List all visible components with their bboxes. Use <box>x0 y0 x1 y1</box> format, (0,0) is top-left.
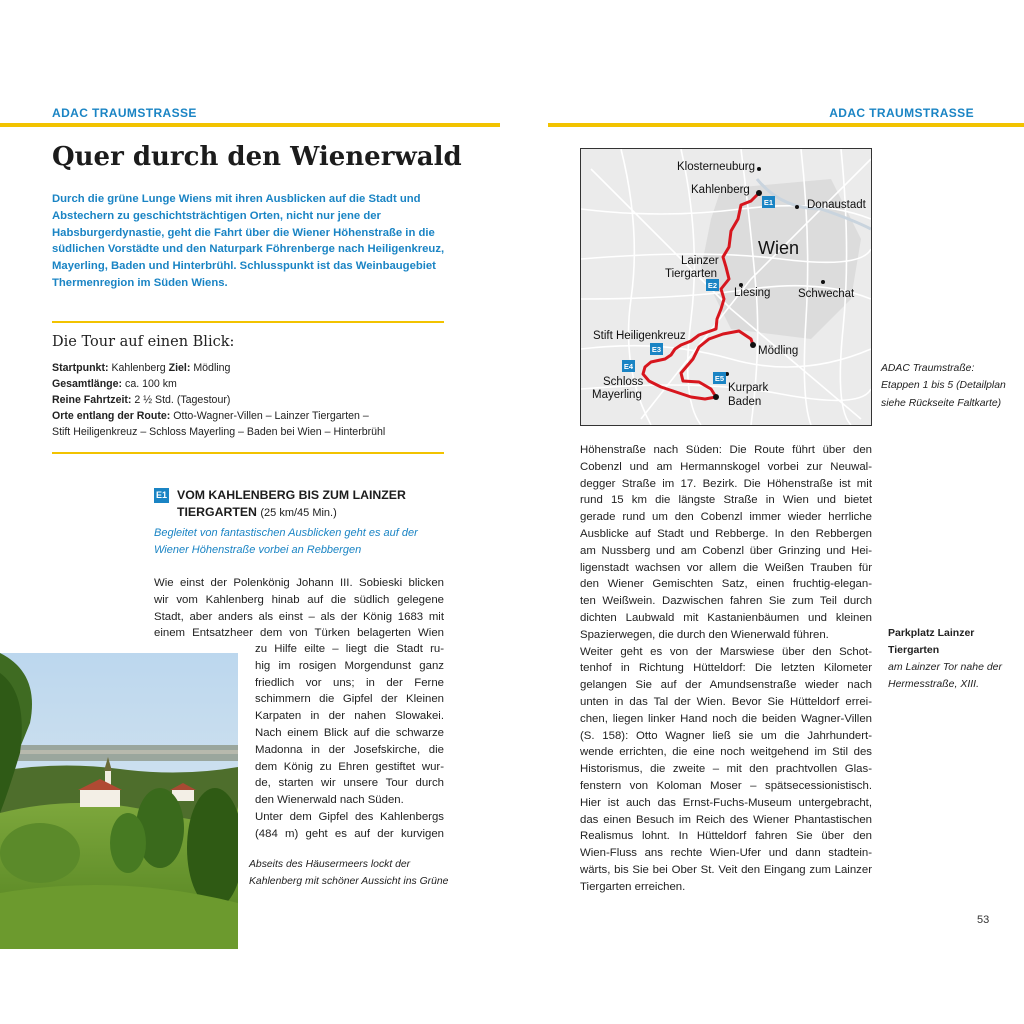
body-line: rund 15 km die längste Straße in Wien und bietet <box>580 494 872 507</box>
body-line: das einen Besuch im Reich des Wiener Phantastischen <box>580 813 872 826</box>
body-line: Wien-Fluss ans rechte Wien-Ufer und dann stadtein- <box>580 847 872 860</box>
glance-goal-label: Ziel: <box>168 362 191 374</box>
glance-places-value-2: Stift Heiligenkreuz – Schloss Mayerling – Baden bei Wien – Hinterbrühl <box>52 426 386 438</box>
body-line: Unter dem Gipfel des Kahlenbergs <box>255 810 444 823</box>
glance-heading: Die Tour auf einen Blick: <box>52 334 235 350</box>
body-line: wir vom Kahlenberg hinab auf die südlich gelegene <box>154 593 444 606</box>
glance-places-row-2 <box>52 424 452 440</box>
body-line: Wie einst der Polenkönig Johann III. Sobieski blicken <box>154 577 444 589</box>
header-rule-right <box>548 123 1024 127</box>
body-line: Hier ist auch das Ernst-Fuchs-Museum untergebracht, <box>580 796 872 809</box>
body-line: Höhenstraße nach Süden: Die Route führt über den <box>580 444 872 456</box>
map-label-donaustadt: Donaustadt <box>807 199 866 211</box>
body-line: wärts, bis Sie bei Ober St. Veit den Eingang zum Lainzer <box>580 863 872 876</box>
glance-rule-bottom <box>52 452 444 454</box>
map-badge-e4 <box>622 360 635 372</box>
svg-text:E5: E5 <box>714 374 725 383</box>
svg-text:E2: E2 <box>707 281 718 290</box>
stage-meta: (25 km/45 Min.) <box>260 507 337 519</box>
glance-time-label: Reine Fahrtzeit: <box>52 394 132 406</box>
glance-length-value: ca. 100 km <box>125 378 177 390</box>
body-line: am Nussberg und am Cobenzl über Grinzing und Hei- <box>580 544 872 557</box>
body-line: gelangen Sie auf der Amundsenstraße wieder nach <box>580 679 872 692</box>
body-line: Tiergarten erreichen. <box>580 880 686 893</box>
body-left-full <box>154 575 444 642</box>
body-line: Madonna in der Josefskirche, die <box>255 743 444 756</box>
body-line: dichten Laubwald mit Kastanienbäumen und kleinen <box>580 611 872 624</box>
body-left-narrow <box>255 641 444 843</box>
map-label-wien: Wien <box>758 238 800 258</box>
stage-title: VOM KAHLENBERG BIS ZUM LAINZER TIERGARTEN <box>177 488 406 519</box>
body-right <box>580 442 872 896</box>
body-line: Weiter geht es von der Marswiese über den Schot- <box>580 645 872 658</box>
page-title: Quer durch den Wienerwald <box>52 142 462 172</box>
body-line: wende errichten, die eine noch weitgehend im Stil des <box>580 746 872 759</box>
body-line: gerade rund um den Cobenzl immer wieder herrliche <box>580 511 872 524</box>
map-label-liesing: Liesing <box>734 287 771 299</box>
map-label-schloss: Schloss <box>603 376 644 388</box>
map-label-baden: Baden <box>728 396 762 408</box>
map-label-lainzer: Lainzer <box>681 255 719 267</box>
body-line: einem Entsatzheer dem von Türken belagerten Wien <box>154 627 444 640</box>
margin-note-title: Parkplatz Lainzer Tiergarten <box>888 627 975 656</box>
body-line: Realismus lohnt. In Hütteldorf fahren Sie über den <box>580 830 872 843</box>
body-line: dem König zu Ehren gestiftet wur- <box>255 760 444 773</box>
glance-length-label: Gesamtlänge: <box>52 378 123 390</box>
margin-note-body: am Lainzer Tor nahe der Hermesstraße, XIII. <box>888 661 1003 690</box>
route-map <box>580 148 872 426</box>
glance-time-value: 2 ½ Std. (Tagestour) <box>134 394 231 406</box>
body-line: Karpaten in der nahen Slowakei. <box>255 710 444 723</box>
body-line: fenstern von Koloman Moser – spätsecessionistisch. <box>580 779 872 792</box>
glance-rule-top <box>52 321 444 323</box>
body-line: ligenstadt wachsen vor allem die Weißen Trauben für <box>580 561 872 574</box>
svg-text:E1: E1 <box>763 198 774 207</box>
intro-paragraph: Durch die grüne Lunge Wiens mit ihren Ausblicken auf die Stadt und Abstechern zu geschichtsträchtigen Orten, nicht nur jene der Habsburgerdynastie, geht die Fahrt über die Wiener Höhenstraße in die südlichen Vorstädte und den Naturpark Föhrenberge nach Heiligenkreuz, Mayerling, Baden und Hinterbrühl. Schlusspunkt ist das Weinbaugebiet Thermenregion im Süden Wiens. <box>52 193 445 289</box>
body-line: tenhof in Richtung Hütteldorf: Die letzten Kilometer <box>580 662 872 675</box>
margin-note <box>888 625 1008 693</box>
body-line: de, starten wir unsere Tour durch <box>255 777 444 790</box>
glance-time-row <box>52 392 452 408</box>
glance-goal-value: Mödling <box>193 362 231 374</box>
map-badge-e2 <box>706 279 719 291</box>
body-line: Spazierwegen, die durch den Wienerwald führen. <box>580 628 829 641</box>
glance-places-value-1: Otto-Wagner-Villen – Lainzer Tiergarten – <box>173 410 369 422</box>
map-badge-e5 <box>713 372 726 384</box>
glance-start-row <box>52 360 452 376</box>
map-label-tiergarten: Tiergarten <box>665 268 717 280</box>
body-line: chen, liegen linker Hand noch die beiden Wagner-Villen <box>580 712 872 725</box>
stage-heading <box>177 487 457 522</box>
photo-caption: Abseits des Häusermeers lockt der Kahlenberg mit schöner Aussicht ins Grüne <box>249 859 449 887</box>
glance-start-label: Startpunkt: <box>52 362 109 374</box>
glance-places-label: Orte entlang der Route: <box>52 410 171 422</box>
body-line: schimmern die Gipfel der Kleinen <box>255 693 444 706</box>
page-number: 53 <box>977 914 990 926</box>
svg-text:E3: E3 <box>651 345 662 354</box>
map-label-heiligenkreuz: Stift Heiligenkreuz <box>593 330 686 342</box>
svg-text:E4: E4 <box>623 362 634 371</box>
map-caption: ADAC Traumstraße: Etappen 1 bis 5 (Detailplan siehe Rückseite Faltkarte) <box>881 363 1006 409</box>
map-label-schwechat: Schwechat <box>798 288 855 300</box>
body-line: friedlich vor uns; in der Ferne <box>255 676 444 689</box>
body-line: Ausblicke auf Stadt und Rebberge. In den Rebbergen <box>580 527 872 540</box>
glance-places-row <box>52 408 452 424</box>
running-head-right: ADAC TRAUMSTRASSE <box>829 106 974 120</box>
body-line: Cobenzl und am Hermannskogel vorbei zur Neuwal- <box>580 460 872 473</box>
stage-badge: E1 <box>154 488 169 503</box>
glance-length-row <box>52 376 452 392</box>
map-label-moedling: Mödling <box>758 345 799 357</box>
body-line: den Wienerwald nach Süden. <box>255 794 404 807</box>
glance-start-value: Kahlenberg <box>111 362 166 374</box>
body-line: (S. 158): Otto Wagner ließ sie um die Jahrhundert- <box>580 729 872 742</box>
header-rule-left <box>0 123 500 127</box>
map-label-mayerling: Mayerling <box>592 389 642 401</box>
map-label-klosterneuburg: Klosterneuburg <box>677 161 755 173</box>
body-line: ten Weißwein. Dazwischen fahren Sie zum Teil durch <box>580 595 872 608</box>
map-badge-e3 <box>650 343 663 355</box>
body-line: Stadt, aber anders als einst – als der König 1683 mit <box>154 610 444 623</box>
body-line: degger Straße im 17. Bezirk. Die Höhenstraße ist mit <box>580 477 872 490</box>
body-line: Historismus, die zweite – mit den prachtvollen Glas- <box>580 763 872 776</box>
map-label-kahlenberg: Kahlenberg <box>691 184 750 196</box>
body-line: unten in das Tal der Wien. Bevor Sie Hütteldorf errei- <box>580 695 872 708</box>
kahlenberg-photo <box>0 653 238 949</box>
running-head-left: ADAC TRAUMSTRASSE <box>52 106 197 120</box>
body-line: (484 m) geht es auf der kurvigen <box>255 827 444 840</box>
body-line: hig im rosigen Morgendunst ganz <box>255 659 444 672</box>
stage-subtitle: Begleitet von fantastischen Ausblicken geht es auf der Wiener Höhenstraße vorbei an Rebbergen <box>154 527 418 556</box>
body-line: Nach einem Blick auf die schwarze <box>255 726 444 739</box>
body-line: zu Hilfe eilte – liegt die Stadt ru- <box>255 643 444 655</box>
map-badge-e1 <box>762 196 775 208</box>
body-line: den Wiener Gemischten Satz, einen fruchtig-elegan- <box>580 578 872 591</box>
map-label-kurpark: Kurpark <box>728 382 769 394</box>
